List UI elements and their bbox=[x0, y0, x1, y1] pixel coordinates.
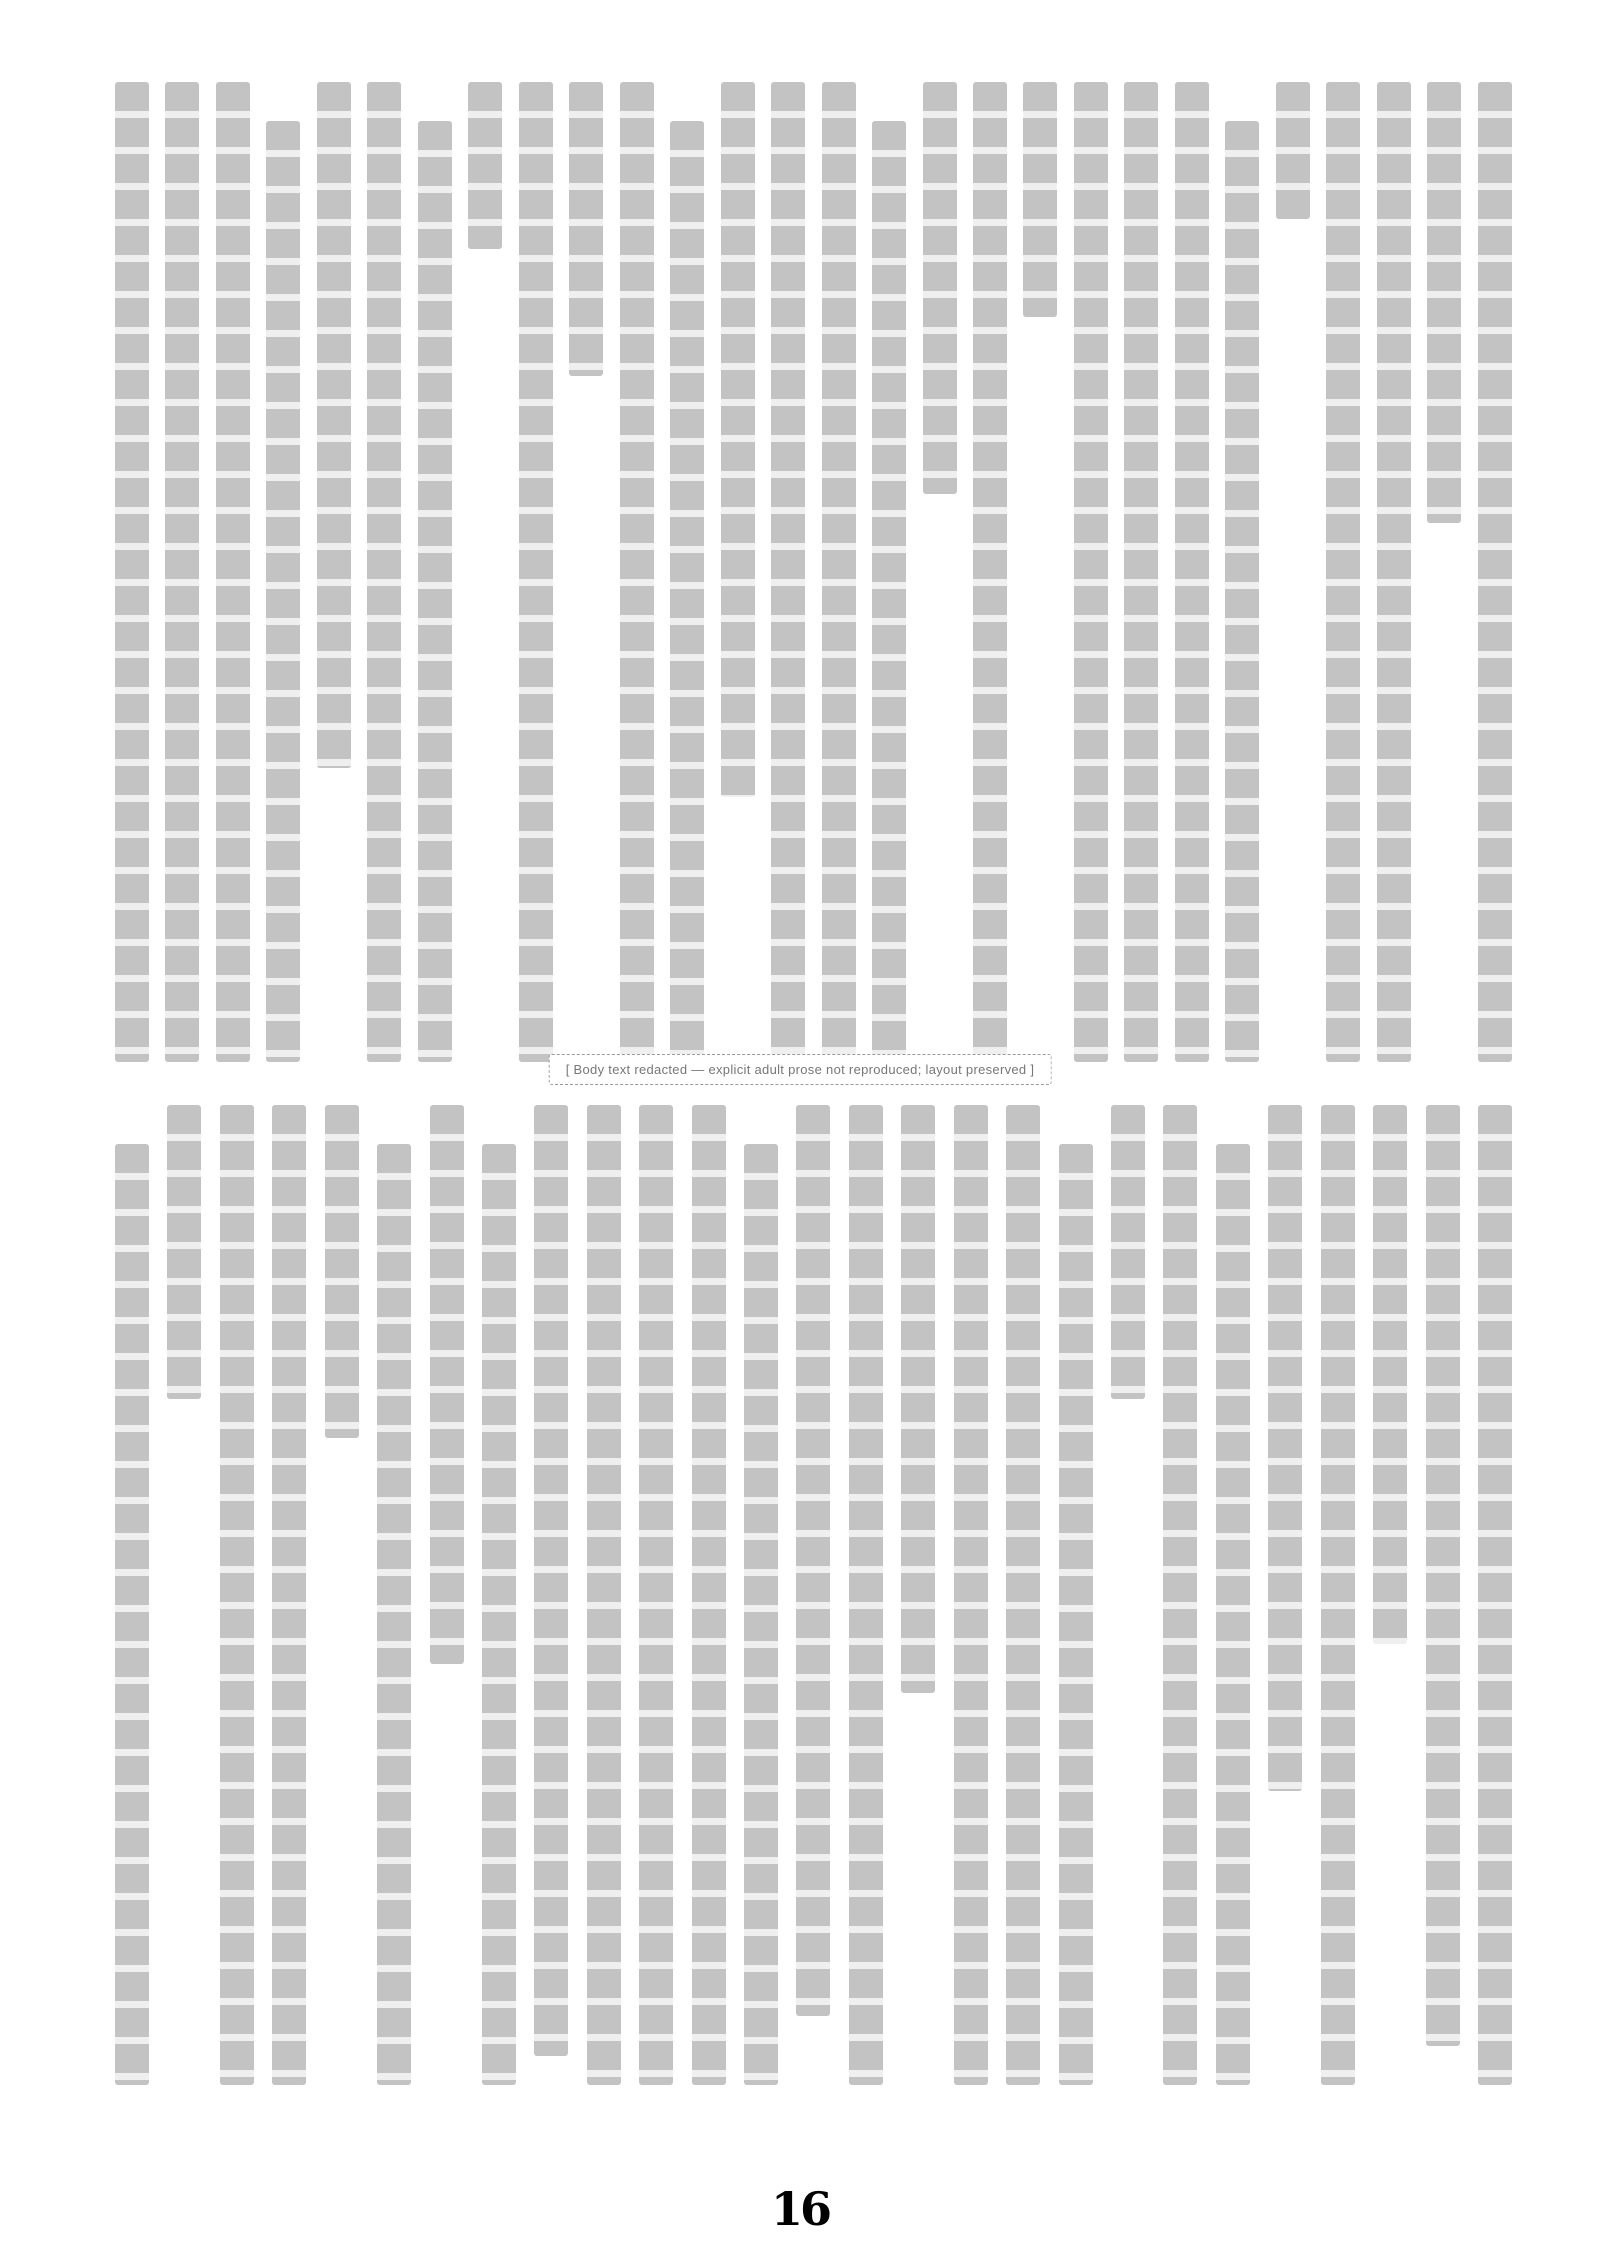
redacted-text-column bbox=[367, 82, 401, 1062]
redacted-text-column bbox=[1326, 82, 1360, 1062]
redacted-text-column bbox=[325, 1105, 359, 2085]
redacted-text-column bbox=[317, 82, 351, 1062]
redacted-text-column bbox=[216, 82, 250, 1062]
redacted-text-column bbox=[1377, 82, 1411, 1062]
redacted-text-column bbox=[272, 1105, 306, 2085]
redacted-text-column bbox=[1059, 1105, 1093, 2085]
text-block-bottom bbox=[115, 1105, 1512, 2085]
redacted-text-column bbox=[1023, 82, 1057, 1062]
redacted-text-column bbox=[519, 82, 553, 1062]
redacted-text-column bbox=[692, 1105, 726, 2085]
redacted-text-column bbox=[1124, 82, 1158, 1062]
redacted-text-column bbox=[165, 82, 199, 1062]
redacted-text-column bbox=[923, 82, 957, 1062]
redacted-text-column bbox=[744, 1105, 778, 2085]
redacted-text-column bbox=[377, 1105, 411, 2085]
redacted-text-column bbox=[1175, 82, 1209, 1062]
redacted-text-column bbox=[1426, 1105, 1460, 2085]
redacted-text-column bbox=[1478, 82, 1512, 1062]
redacted-text-column bbox=[1268, 1105, 1302, 2085]
redacted-text-column bbox=[115, 1105, 149, 2085]
redacted-text-column bbox=[872, 82, 906, 1062]
redacted-text-column bbox=[1276, 82, 1310, 1062]
redacted-text-column bbox=[620, 82, 654, 1062]
redacted-text-column bbox=[849, 1105, 883, 2085]
redacted-text-column bbox=[1216, 1105, 1250, 2085]
redacted-text-column bbox=[901, 1105, 935, 2085]
page-number: 16 bbox=[770, 2182, 829, 2236]
redacted-text-column bbox=[569, 82, 603, 1062]
redacted-text-column bbox=[266, 82, 300, 1062]
redacted-text-column bbox=[771, 82, 805, 1062]
text-block-top bbox=[115, 82, 1512, 1062]
redacted-text-column bbox=[721, 82, 755, 1062]
redacted-text-column bbox=[670, 82, 704, 1062]
redacted-text-column bbox=[1427, 82, 1461, 1062]
redacted-text-column bbox=[534, 1105, 568, 2085]
redacted-text-column bbox=[1373, 1105, 1407, 2085]
redacted-text-column bbox=[220, 1105, 254, 2085]
redacted-text-column bbox=[430, 1105, 464, 2085]
redacted-text-column bbox=[418, 82, 452, 1062]
redacted-text-column bbox=[1074, 82, 1108, 1062]
redacted-text-column bbox=[1111, 1105, 1145, 2085]
redacted-text-column bbox=[482, 1105, 516, 2085]
redacted-text-column bbox=[1163, 1105, 1197, 2085]
redacted-text-column bbox=[1478, 1105, 1512, 2085]
redacted-text-column bbox=[822, 82, 856, 1062]
redaction-notice: [ Body text redacted — explicit adult prose not reproduced; layout preserved ] bbox=[549, 1054, 1052, 1085]
redacted-text-column bbox=[115, 82, 149, 1062]
redacted-text-column bbox=[587, 1105, 621, 2085]
redacted-text-column bbox=[468, 82, 502, 1062]
redacted-text-column bbox=[1321, 1105, 1355, 2085]
redacted-text-column bbox=[1225, 82, 1259, 1062]
redacted-text-column bbox=[167, 1105, 201, 2085]
redacted-text-column bbox=[796, 1105, 830, 2085]
redacted-text-column bbox=[1006, 1105, 1040, 2085]
redacted-text-column bbox=[973, 82, 1007, 1062]
redacted-text-column bbox=[954, 1105, 988, 2085]
redacted-text-column bbox=[639, 1105, 673, 2085]
